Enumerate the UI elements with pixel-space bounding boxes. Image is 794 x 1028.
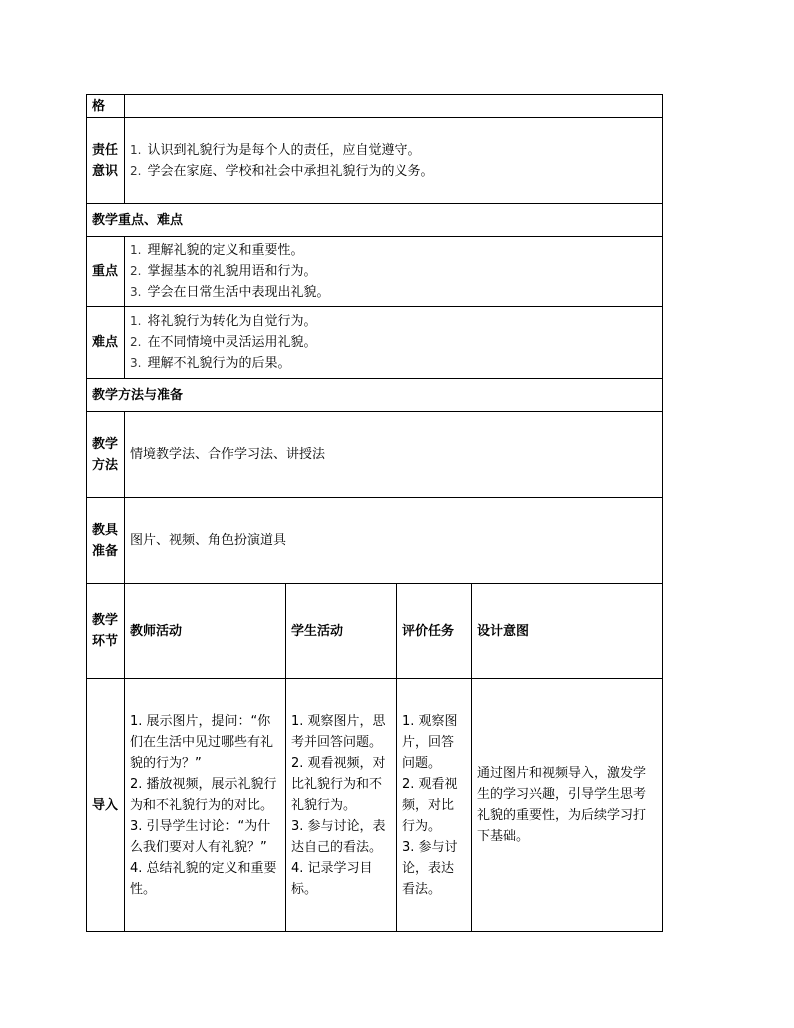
key-points-list (125, 237, 663, 307)
label-process: 教学环节 (87, 584, 125, 679)
row-key-points (87, 237, 663, 307)
header-teacher: 教师活动 (125, 584, 286, 679)
section-title-method: 教学方法与准备 (87, 379, 663, 412)
list-item: 4. 总结礼貌的定义和重要性。 (130, 860, 277, 897)
intro-eval (397, 679, 472, 932)
responsibility-list (125, 118, 663, 204)
list-item: 1. 认识到礼貌行为是每个人的责任，应自觉遵守。 (130, 142, 421, 158)
section-title-key: 教学重点、难点 (87, 204, 663, 237)
difficulties-list (125, 307, 663, 379)
cell-ge-empty (125, 95, 663, 118)
list-item: 2. 在不同情境中灵活运用礼貌。 (130, 335, 317, 350)
row-responsibility (87, 118, 663, 204)
tools-value: 图片、视频、角色扮演道具 (125, 498, 663, 584)
label-difficulties: 难点 (87, 307, 125, 379)
list-item: 3. 学会在日常生活中表现出礼貌。 (130, 285, 330, 300)
row-difficulties (87, 307, 663, 379)
lesson-plan-table (86, 94, 663, 932)
list-item: 1. 观察图片，思考并回答问题。 (291, 713, 386, 750)
list-item: 3. 参与讨论，表达自己的看法。 (291, 818, 386, 855)
label-intro: 导入 (87, 679, 125, 932)
row-process-header (87, 584, 663, 679)
list-item: 3. 理解不礼貌行为的后果。 (130, 356, 291, 371)
intro-teacher (125, 679, 286, 932)
label-key-points: 重点 (87, 237, 125, 307)
list-item: 2. 观看视频，对比行为。 (402, 776, 458, 834)
row-tools (87, 498, 663, 584)
list-item: 1. 观察图片，回答问题。 (402, 713, 458, 771)
header-eval: 评价任务 (397, 584, 472, 679)
label-ge: 格 (87, 95, 125, 118)
list-item: 1. 将礼貌行为转化为自觉行为。 (130, 314, 317, 329)
methods-value: 情境教学法、合作学习法、讲授法 (125, 412, 663, 498)
list-item: 2. 学会在家庭、学校和社会中承担礼貌行为的义务。 (130, 163, 434, 179)
header-student: 学生活动 (286, 584, 397, 679)
list-item: 3. 引导学生讨论：“为什么我们要对人有礼貌？” (130, 818, 271, 855)
list-item: 2. 播放视频，展示礼貌行为和不礼貌行为的对比。 (130, 776, 277, 813)
list-item: 2. 观看视频，对比礼貌行为和不礼貌行为。 (291, 755, 386, 813)
intro-student (286, 679, 397, 932)
list-item: 2. 掌握基本的礼貌用语和行为。 (130, 264, 317, 279)
list-item: 1. 展示图片，提问：“你们在生活中见过哪些有礼貌的行为？” (130, 713, 274, 771)
label-tools: 教具准备 (87, 498, 125, 584)
label-responsibility: 责任意识 (87, 118, 125, 204)
row-ge (87, 95, 663, 118)
row-intro (87, 679, 663, 932)
list-item: 1. 理解礼貌的定义和重要性。 (130, 243, 304, 258)
header-intent: 设计意图 (472, 584, 663, 679)
row-section-key (87, 204, 663, 237)
row-methods (87, 412, 663, 498)
list-item: 3. 参与讨论，表达看法。 (402, 839, 458, 897)
list-item: 4. 记录学习目标。 (291, 860, 373, 897)
row-section-method (87, 379, 663, 412)
label-methods: 教学方法 (87, 412, 125, 498)
intro-intent: 通过图片和视频导入，激发学生的学习兴趣，引导学生思考礼貌的重要性，为后续学习打下基础。 (472, 679, 663, 932)
